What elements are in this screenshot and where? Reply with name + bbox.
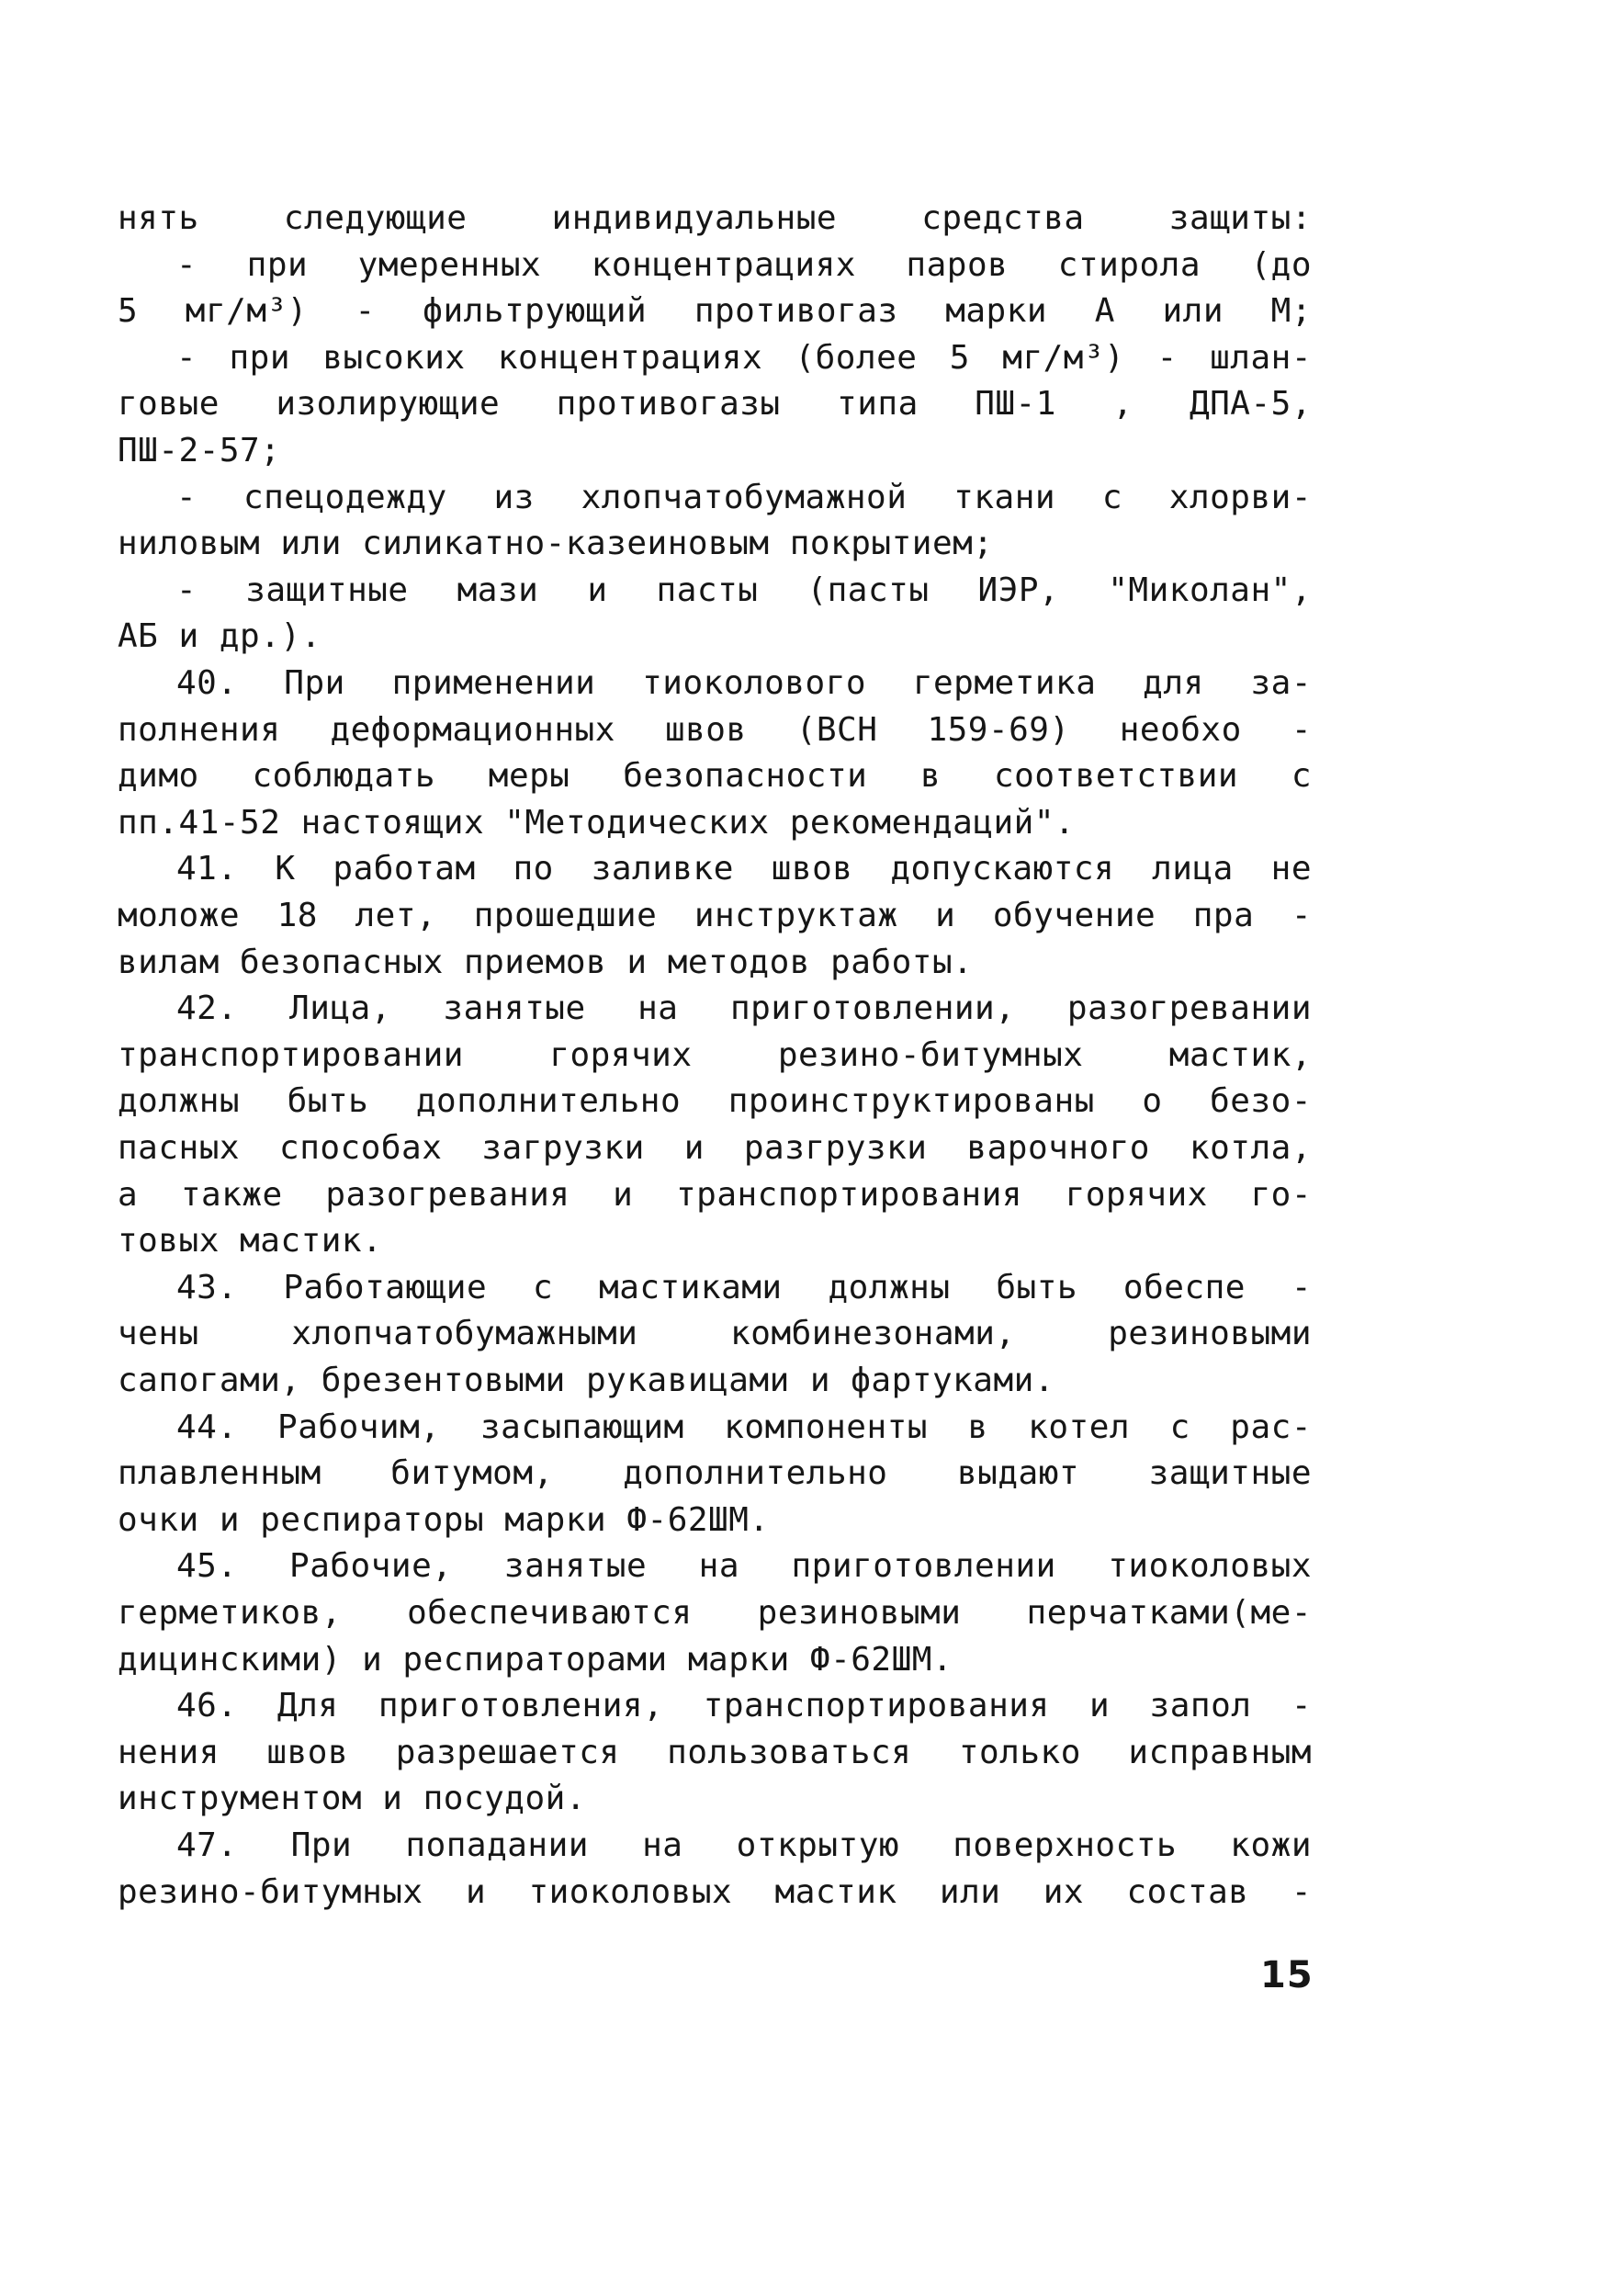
text-line: 45. Рабочие, занятые на приготовлении тиоколовых	[176, 1547, 1312, 1585]
text-line: 40. При применении тиоколового герметика для за-	[176, 664, 1312, 702]
text-line: 41. К работам по заливке швов допускаются лица не	[176, 850, 1312, 888]
text-line: моложе 18 лет, прошедшие инструктаж и обучение пра -	[118, 897, 1312, 934]
text-line: пасных способах загрузки и разгрузки варочного котла,	[118, 1129, 1312, 1167]
page-number: 15	[1260, 1954, 1314, 1996]
text-line: 5 мг/м³) - фильтрующий противогаз марки А или М;	[118, 292, 1312, 330]
text-line: 43. Работающие с мастиками должны быть обеспе -	[176, 1269, 1312, 1306]
text-line: - защитные мази и пасты (пасты ИЭР, "Миколан",	[176, 571, 1312, 609]
text-line: - при высоких концентрациях (более 5 мг/м³) - шлан-	[176, 339, 1312, 377]
text-line: вилам безопасных приемов и методов работы.	[118, 944, 974, 981]
text-line: полнения деформационных швов (ВСН 159-69) необхо -	[118, 711, 1312, 749]
text-line: транспортировании горячих резино-битумных мастик,	[118, 1036, 1312, 1074]
text-line: товых мастик.	[118, 1222, 383, 1260]
text-line: дицинскими) и респираторами марки Ф-62ШМ.	[118, 1641, 953, 1679]
text-line: 47. При попадании на открытую поверхность кожи	[176, 1826, 1312, 1864]
text-line: - при умеренных концентрациях паров стирола (до	[176, 246, 1312, 284]
text-line: нять следующие индивидуальные средства защиты:	[118, 199, 1312, 237]
text-line: 42. Лица, занятые на приготовлении, разогревании	[176, 989, 1312, 1027]
text-line: 46. Для приготовления, транспортирования и запол -	[176, 1687, 1312, 1724]
text-line: сапогами, брезентовыми рукавицами и фартуками.	[118, 1362, 1054, 1399]
text-line: говые изолирующие противогазы типа ПШ-1 , ДПА-5,	[118, 385, 1312, 423]
text-line: плавленным битумом, дополнительно выдают защитные	[118, 1454, 1312, 1492]
text-line: герметиков, обеспечиваются резиновыми перчатками(ме-	[118, 1594, 1312, 1632]
text-line: должны быть дополнительно проинструктированы о безо-	[118, 1082, 1312, 1120]
text-line: нения швов разрешается пользоваться только исправным	[118, 1734, 1312, 1771]
text-line: резино-битумных и тиоколовых мастик или их состав -	[118, 1873, 1312, 1911]
text-line: очки и респираторы марки Ф-62ШМ.	[118, 1501, 770, 1539]
text-line: 44. Рабочим, засыпающим компоненты в котел с рас-	[176, 1408, 1312, 1446]
text-line: - спецодежду из хлопчатобумажной ткани с хлорви-	[176, 479, 1312, 516]
text-line: пп.41-52 настоящих "Методических рекомендаций".	[118, 804, 1076, 842]
text-line: инструментом и посудой.	[118, 1780, 586, 1817]
text-line: ПШ-2-57;	[118, 432, 281, 469]
text-line: ниловым или силикатно-казеиновым покрытием;	[118, 525, 994, 562]
text-line: чены хлопчатобумажными комбинезонами, резиновыми	[118, 1315, 1312, 1352]
text-line: димо соблюдать меры безопасности в соответствии с	[118, 757, 1312, 795]
text-line: АБ и др.).	[118, 617, 321, 655]
text-line: а также разогревания и транспортирования горячих го-	[118, 1176, 1312, 1214]
